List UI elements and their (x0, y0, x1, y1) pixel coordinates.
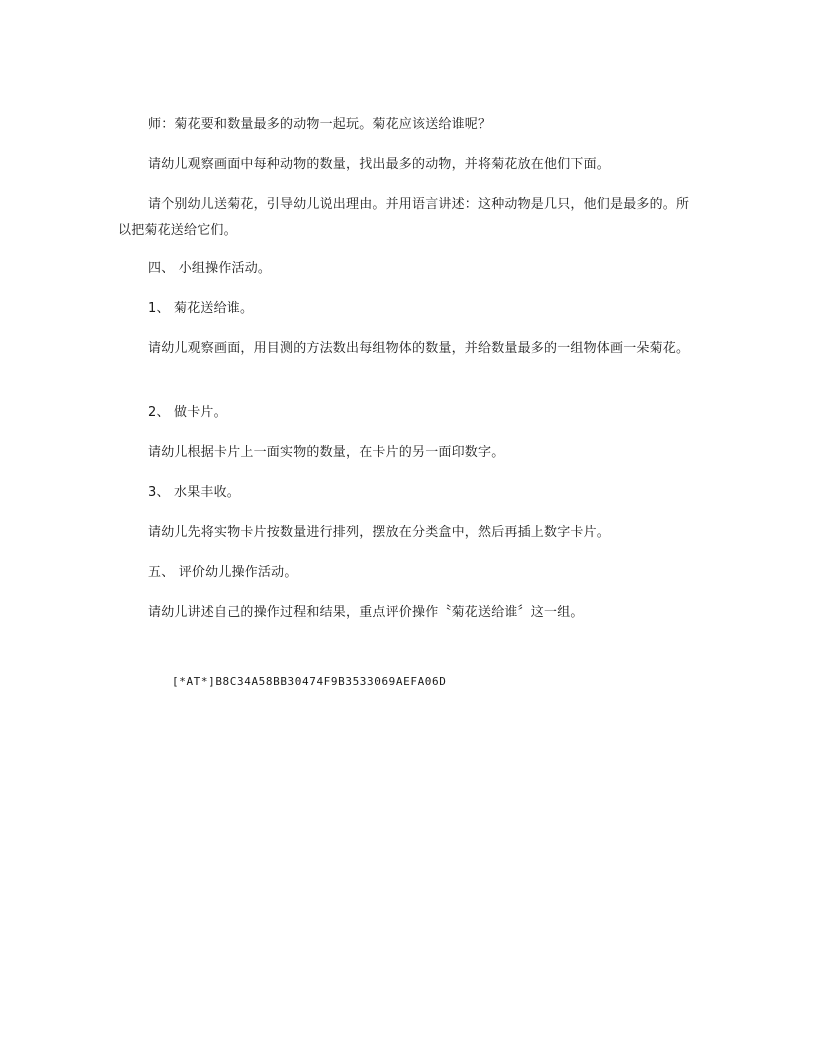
item-heading-2: 2、 做卡片。 (148, 405, 227, 420)
paragraph-observe-animals: 请幼儿观察画面中每种动物的数量，找出最多的动物，并将菊花放在他们下面。 (148, 157, 611, 172)
item-heading-1: 1、 菊花送给谁。 (148, 301, 254, 316)
section-heading-evaluation: 五、 评价幼儿操作活动。 (148, 565, 298, 580)
item-heading-3: 3、 水果丰收。 (148, 485, 241, 500)
footer-code: [*AT*]B8C34A58BB30474F9B3533069AEFA06D (172, 675, 447, 688)
paragraph-send-flowers: 请个别幼儿送菊花，引导幼儿说出理由。并用语言讲述：这种动物是几只，他们是最多的。所以把菊花送给它们。 (118, 197, 690, 238)
paragraph-sort-cards: 请幼儿先将实物卡片按数量进行排列，摆放在分类盒中，然后再插上数字卡片。 (148, 525, 611, 540)
paragraph-teacher-question: 师：菊花要和数量最多的动物一起玩。菊花应该送给谁呢？ (148, 117, 492, 132)
section-heading-group-activity: 四、 小组操作活动。 (148, 261, 272, 276)
paragraph-count-objects: 请幼儿观察画面，用目测的方法数出每组物体的数量，并给数量最多的一组物体画一朵菊花。 (148, 341, 690, 356)
paragraph-card-numbers: 请幼儿根据卡片上一面实物的数量，在卡片的另一面印数字。 (148, 445, 505, 460)
paragraph-evaluation: 请幼儿讲述自己的操作过程和结果，重点评价操作〝菊花送给谁〞这一组。 (148, 605, 584, 620)
